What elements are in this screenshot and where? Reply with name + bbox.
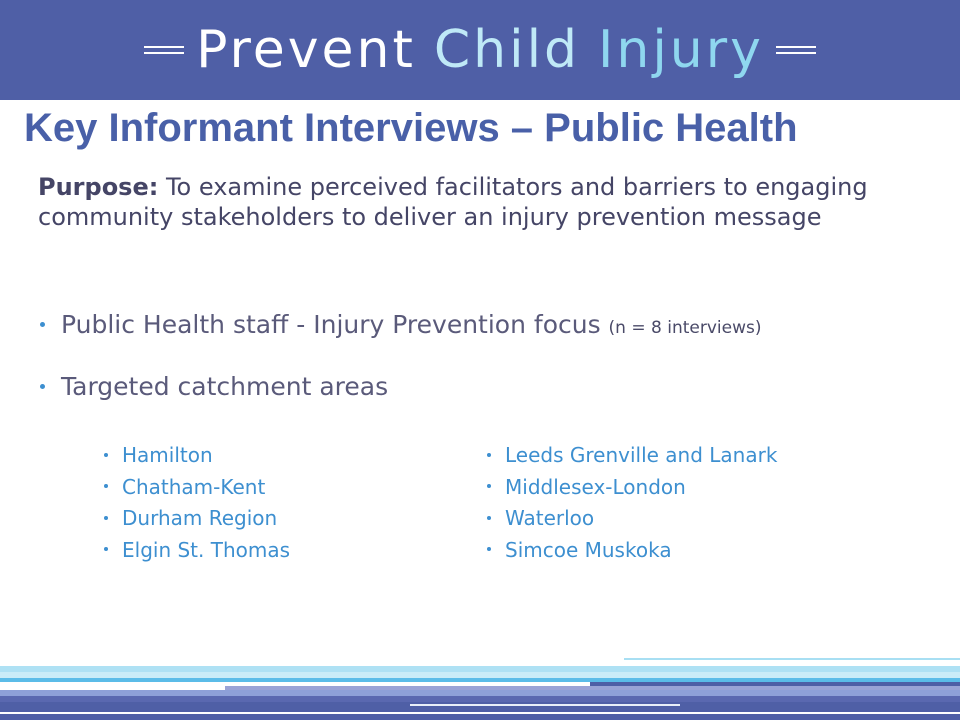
bullet-catchment	[40, 372, 388, 401]
list-item	[487, 440, 777, 472]
brand-logo	[0, 0, 960, 100]
purpose-paragraph	[38, 172, 938, 232]
bullet-dot-icon	[104, 547, 108, 551]
decorative-footer-stripes	[0, 650, 960, 720]
locations-left-list	[104, 440, 290, 566]
bullet-dot-icon	[40, 322, 45, 327]
brand-word-prevent: Prevent	[196, 20, 416, 80]
brand-word-child: Child	[433, 20, 581, 80]
header-banner	[0, 0, 960, 100]
bullet-dot-icon	[104, 484, 108, 488]
location-label: Leeds Grenville and Lanark	[505, 443, 778, 467]
location-label: Chatham-Kent	[122, 474, 266, 499]
logo-right-dash	[776, 46, 816, 54]
bullet-catchment-text: Targeted catchment areas	[61, 372, 389, 401]
locations-right-list	[487, 440, 777, 566]
list-item	[487, 535, 777, 567]
location-label: Elgin St. Thomas	[122, 537, 291, 562]
brand-word-injury: Injury	[598, 20, 764, 80]
bullet-dot-icon	[487, 453, 491, 457]
purpose-label: Purpose:	[38, 173, 159, 201]
bullet-staff	[40, 310, 761, 339]
location-label: Simcoe Muskoka	[505, 537, 672, 562]
location-label: Hamilton	[122, 443, 213, 467]
list-item	[104, 440, 290, 472]
location-label: Waterloo	[505, 506, 595, 530]
logo-left-dash	[144, 46, 184, 54]
bullet-staff-text: Public Health staff - Injury Prevention focus	[61, 310, 609, 339]
bullet-staff-note: (n = 8 interviews)	[608, 318, 762, 338]
list-item	[104, 503, 290, 535]
bullet-dot-icon	[487, 547, 491, 551]
purpose-text: To examine perceived facilitators and barriers to engaging community stakeholders to deliver an injury prevention message	[38, 173, 868, 231]
list-item	[104, 472, 290, 504]
location-label: Middlesex-London	[505, 474, 686, 499]
slide-title: Key Informant Interviews – Public Health	[24, 106, 798, 150]
bullet-dot-icon	[104, 453, 108, 457]
footer-stripe	[0, 712, 960, 714]
list-item	[104, 535, 290, 567]
brand-wordmark	[196, 20, 764, 80]
list-item	[487, 503, 777, 535]
bullet-dot-icon	[40, 384, 45, 389]
list-item	[487, 472, 777, 504]
bullet-dot-icon	[487, 516, 491, 520]
location-label: Durham Region	[122, 506, 278, 530]
bullet-dot-icon	[104, 516, 108, 520]
bullet-dot-icon	[487, 484, 491, 488]
footer-stripe	[624, 658, 960, 660]
